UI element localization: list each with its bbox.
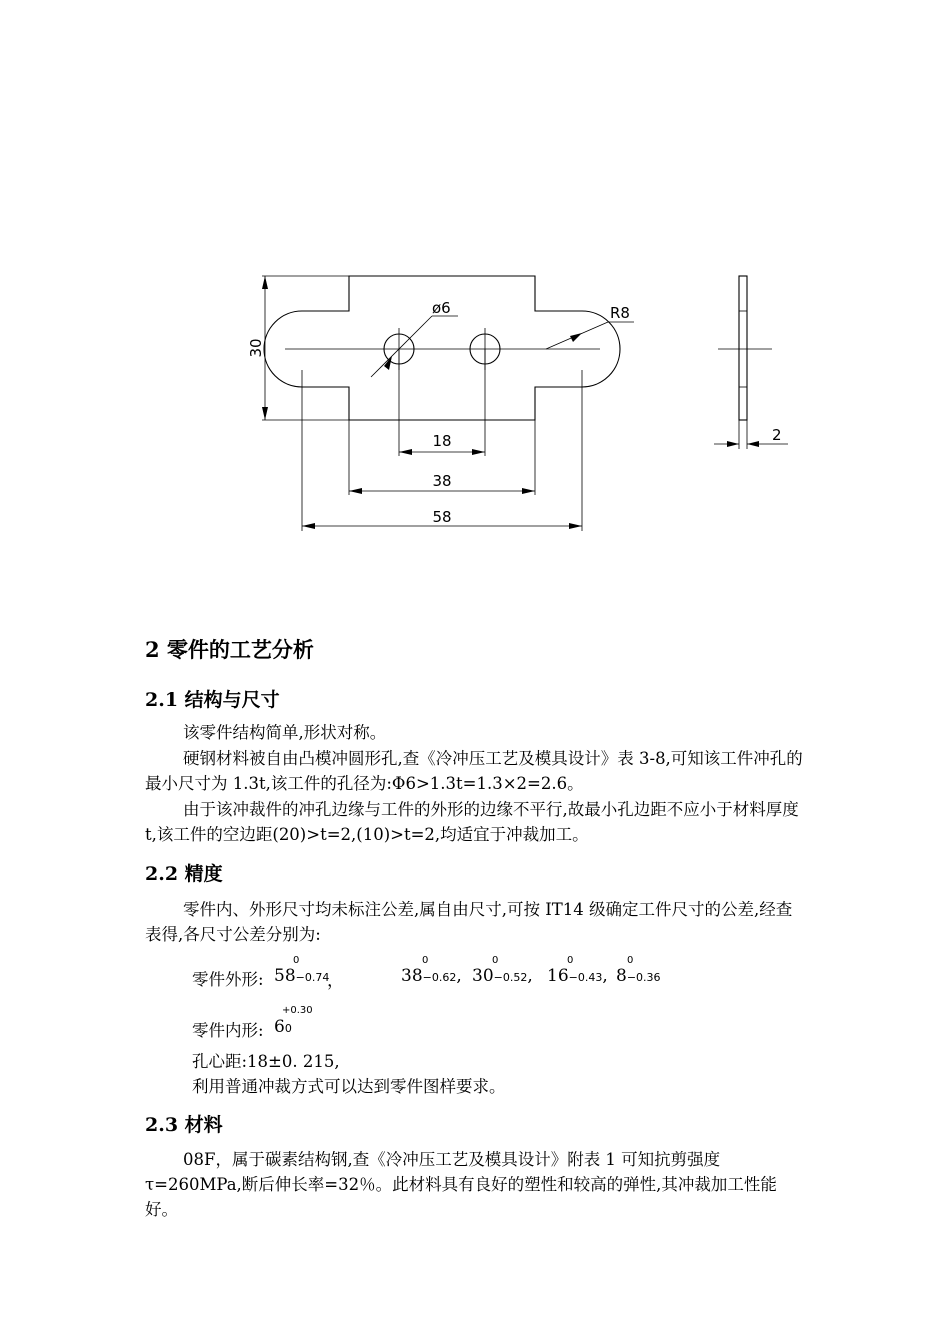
para-2-1-2: 硬钢材料被自由凸模冲圆形孔,查《冷冲压工艺及模具设计》表 3-8,可知该工件冲孔的最小尺寸为 1.3t,该工件的孔径为:Φ6>1.3t=1.3×2=2.6。: [145, 749, 803, 793]
dim-radius: R8: [610, 304, 630, 322]
center-distance: 孔心距:18±0. 215,: [192, 1052, 340, 1071]
section-title-2-2: 2.2 精度: [145, 863, 223, 885]
outer-shape-label: 零件外形:: [192, 970, 264, 989]
inner-shape-label: 零件内形:: [192, 1021, 264, 1040]
part-drawing: [0, 0, 950, 600]
section-title-2: 2 零件的工艺分析: [145, 637, 314, 662]
dim-thickness: 2: [772, 426, 782, 444]
dim-hole: ø6: [432, 299, 451, 317]
tolerance-58: 58−0.74: [274, 966, 330, 986]
part-outline: [264, 276, 620, 420]
tolerance-38: 38−0.62,: [401, 966, 462, 986]
side-view: [739, 276, 747, 420]
dim-height: 30: [247, 338, 265, 358]
dim-hole-spacing: 18: [432, 432, 452, 450]
dim-neck-width: 38: [432, 472, 452, 490]
section-title-2-3: 2.3 材料: [145, 1114, 223, 1136]
conclusion: 利用普通冲裁方式可以达到零件图样要求。: [192, 1077, 506, 1096]
para-2-1-3: 由于该冲裁件的冲孔边缘与工件的外形的边缘不平行,故最小孔边距不应小于材料厚度 t,该工件的空边距(20)>t=2,(10)>t=2,均适宜于冲裁加工。: [145, 800, 799, 844]
tolerance-8: 8−0.36: [616, 966, 661, 986]
tolerance-inner-6: 60: [274, 1017, 292, 1037]
para-2-1-1: 该零件结构简单,形状对称。: [183, 723, 387, 742]
section-title-2-1: 2.1 结构与尺寸: [145, 689, 280, 711]
tolerance-16: 16−0.43,: [547, 966, 608, 986]
dim-total-length: 58: [432, 508, 452, 526]
para-2-3-1: 08F，属于碳素结构钢,查《冷冲压工艺及模具设计》附表 1 可知抗剪强度τ=260MPa,断后伸长率=32％。此材料具有良好的塑性和较高的弹性,其冲裁加工性能好。: [145, 1150, 777, 1219]
para-2-2-1: 零件内、外形尺寸均未标注公差,属自由尺寸,可按 IT14 级确定工件尺寸的公差,经查表得,各尺寸公差分别为:: [145, 900, 793, 944]
tolerance-30: 30−0.52,: [472, 966, 533, 986]
